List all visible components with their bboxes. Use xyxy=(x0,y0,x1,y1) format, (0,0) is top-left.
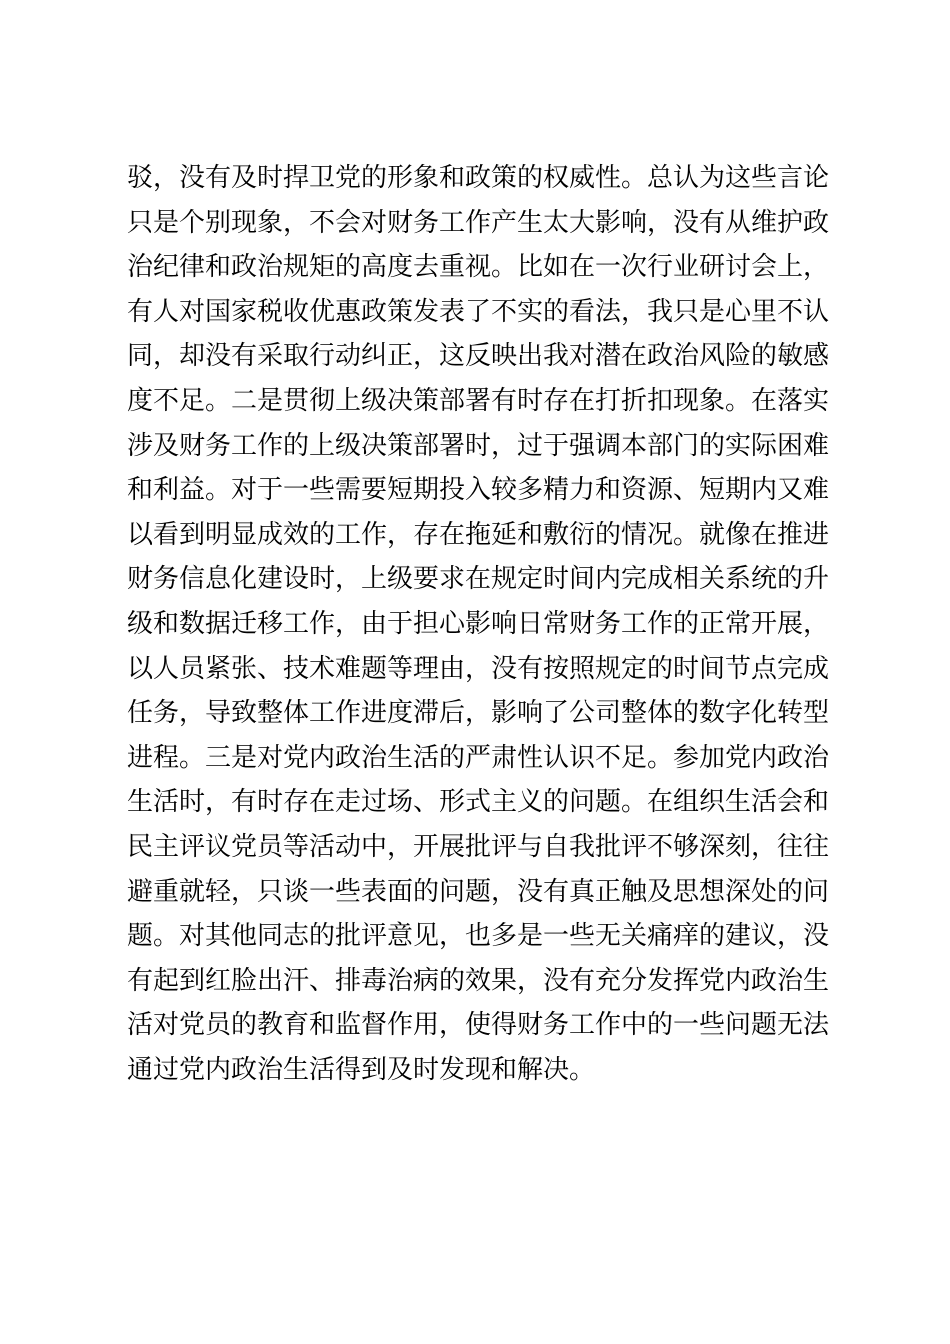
text-line: 避重就轻，只谈一些表面的问题，没有真正触及思想深处的问 xyxy=(127,876,830,907)
body-text xyxy=(127,156,830,1092)
text-line: 进程。三是对党内政治生活的严肃性认识不足。参加党内政治 xyxy=(127,742,830,773)
text-line: 同，却没有采取行动纠正，这反映出我对潜在政治风险的敏感 xyxy=(127,341,830,372)
text-line: 涉及财务工作的上级决策部署时，过于强调本部门的实际困难 xyxy=(127,430,830,461)
text-line: 题。对其他同志的批评意见，也多是一些无关痛痒的建议，没 xyxy=(127,921,830,952)
text-line: 度不足。二是贯彻上级决策部署有时存在打折扣现象。在落实 xyxy=(127,385,830,416)
text-line: 治纪律和政治规矩的高度去重视。比如在一次行业研讨会上， xyxy=(127,252,830,283)
text-line: 级和数据迁移工作，由于担心影响日常财务工作的正常开展， xyxy=(127,608,830,639)
text-line: 驳，没有及时捍卫党的形象和政策的权威性。总认为这些言论 xyxy=(127,163,830,193)
text-line: 财务信息化建设时，上级要求在规定时间内完成相关系统的升 xyxy=(127,564,830,595)
text-line: 活对党员的教育和监督作用，使得财务工作中的一些问题无法 xyxy=(127,1010,830,1041)
text-line: 生活时，有时存在走过场、形式主义的问题。在组织生活会和 xyxy=(127,787,830,818)
text-line: 有起到红脸出汗、排毒治病的效果，没有充分发挥党内政治生 xyxy=(127,965,830,996)
text-line: 和利益。对于一些需要短期投入较多精力和资源、短期内又难 xyxy=(127,475,830,506)
text-line: 只是个别现象，不会对财务工作产生太大影响，没有从维护政 xyxy=(127,207,830,238)
text-line: 任务，导致整体工作进度滞后，影响了公司整体的数字化转型 xyxy=(127,698,830,729)
text-line: 有人对国家税收优惠政策发表了不实的看法，我只是心里不认 xyxy=(127,296,830,327)
text-line: 以人员紧张、技术难题等理由，没有按照规定的时间节点完成 xyxy=(127,653,830,684)
text-line: 民主评议党员等活动中，开展批评与自我批评不够深刻，往往 xyxy=(127,831,830,862)
text-line: 通过党内政治生活得到及时发现和解决。 xyxy=(127,1054,596,1085)
text-line: 以看到明显成效的工作，存在拖延和敷衍的情况。就像在推进 xyxy=(127,519,830,550)
